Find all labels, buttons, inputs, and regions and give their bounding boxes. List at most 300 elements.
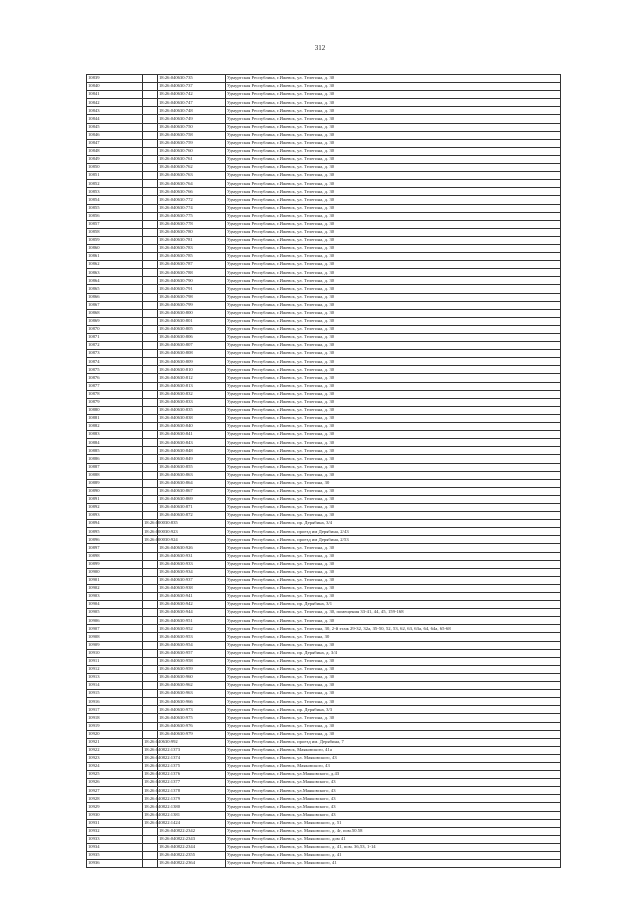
land-cadastral-number-cell [143,690,158,698]
land-cadastral-number-cell [143,75,158,83]
land-cadastral-number-cell: 18:26:040822:1381 [143,811,158,819]
address-cell: Удмуртская Республика, г.Ижевск, ул. Телегина, д. 30 [226,83,561,91]
table-row [87,552,561,560]
land-cadastral-number-cell [143,115,158,123]
address-cell: Удмуртская Республика, г.Ижевск, проезд им. Дерябина, 7 [226,738,561,746]
address-cell: Удмуртская Республика, г.Ижевск, ул. Маяковского, д. 41 [226,852,561,860]
table-row [87,244,561,252]
address-cell: Удмуртская Республика, г.Ижевск, ул. Телегина, д. 30 [226,552,561,560]
table-row [87,641,561,649]
row-number-cell: 10898 [87,552,143,560]
address-cell: Удмуртская Республика, г.Ижевск, ул. Телегина, д. 30 [226,164,561,172]
land-cadastral-number-cell [143,471,158,479]
building-cadastral-number-cell: 18:26:040630:787 [158,261,226,269]
row-number-cell: 10927 [87,787,143,795]
land-cadastral-number-cell [143,204,158,212]
land-cadastral-number-cell [143,714,158,722]
address-cell: Удмуртская Республика, г.Ижевск, ул. Телегина, д. 30 [226,584,561,592]
address-cell: Удмуртская Республика, г.Ижевск, ул. Телегина, д. 30 [226,334,561,342]
address-cell: Удмуртская Республика, г.Ижевск, ул. Телегина, д. 30 [226,293,561,301]
address-cell: Удмуртская Республика, г.Ижевск, ул. Телегина, д. 30 [226,560,561,568]
address-cell: Удмуртская Республика, г.Ижевск, пр. Дерябина, 3/4 [226,520,561,528]
row-number-cell: 10887 [87,463,143,471]
land-cadastral-number-cell: 18:26:040822:1379 [143,795,158,803]
table-row [87,358,561,366]
land-cadastral-number-cell [143,439,158,447]
table-row [87,139,561,147]
building-cadastral-number-cell: 18:26:040630:790 [158,277,226,285]
land-cadastral-number-cell: 18:26:000030:835 [143,520,158,528]
building-cadastral-number-cell: 18:26:040630:758 [158,131,226,139]
land-cadastral-number-cell [143,139,158,147]
address-cell: Удмуртская Республика, г.Ижевск, ул. Телегина, д. 30 [226,91,561,99]
table-row [87,811,561,819]
building-cadastral-number-cell: 18:26:040630:840 [158,423,226,431]
land-cadastral-number-cell [143,431,158,439]
land-cadastral-number-cell [143,277,158,285]
row-number-cell: 10893 [87,512,143,520]
building-cadastral-number-cell: 18:26:040822:2342 [158,827,226,835]
address-cell: Удмуртская Республика, г.Ижевск, ул. Телегина, д. 30 [226,512,561,520]
table-row [87,528,561,536]
row-number-cell: 10891 [87,495,143,503]
address-cell: Удмуртская Республика, г.Ижевск, ул. Телегина, 30 [226,633,561,641]
row-number-cell: 10909 [87,641,143,649]
building-cadastral-number-cell: 18:26:040630:933 [158,560,226,568]
row-number-cell: 10908 [87,633,143,641]
land-cadastral-number-cell [143,155,158,163]
building-cadastral-number-cell: 18:26:040630:833 [158,398,226,406]
table-row [87,414,561,422]
building-cadastral-number-cell: 18:26:040630:951 [158,617,226,625]
land-cadastral-number-cell [143,835,158,843]
building-cadastral-number-cell: 18:26:040630:838 [158,414,226,422]
table-row [87,860,561,868]
land-cadastral-number-cell [143,172,158,180]
land-cadastral-number-cell [143,447,158,455]
building-cadastral-number-cell: 18:26:040630:944 [158,609,226,617]
row-number-cell: 10862 [87,261,143,269]
table-row [87,91,561,99]
building-cadastral-number-cell: 18:26:040630:855 [158,463,226,471]
row-number-cell: 10848 [87,147,143,155]
land-cadastral-number-cell [143,576,158,584]
table-row [87,431,561,439]
table-row [87,277,561,285]
table-row [87,560,561,568]
building-cadastral-number-cell: 18:26:040822:2343 [158,835,226,843]
land-cadastral-number-cell [143,625,158,633]
building-cadastral-number-cell: 18:26:040630:762 [158,164,226,172]
row-number-cell: 10931 [87,819,143,827]
row-number-cell: 10878 [87,390,143,398]
land-cadastral-number-cell [143,495,158,503]
table-row [87,819,561,827]
land-cadastral-number-cell [143,593,158,601]
row-number-cell: 10845 [87,123,143,131]
address-cell: Удмуртская Республика, г.Ижевск, ул.Маяковского, 43 [226,787,561,795]
row-number-cell: 10936 [87,860,143,868]
land-cadastral-number-cell [143,479,158,487]
row-number-cell: 10861 [87,253,143,261]
table-row [87,390,561,398]
address-cell: Удмуртская Республика, г.Ижевск, ул. Телегина, д. 30 [226,99,561,107]
building-cadastral-number-cell: 18:26:040822:2355 [158,852,226,860]
land-cadastral-number-cell [143,196,158,204]
row-number-cell: 10921 [87,738,143,746]
address-cell: Удмуртская Республика, г.Ижевск, ул. Телегина, д. 30 [226,155,561,163]
address-cell: Удмуртская Республика, г.Ижевск, ул. Телегина, 30 [226,479,561,487]
building-cadastral-number-cell: 18:26:040630:867 [158,487,226,495]
address-cell: Удмуртская Республика, г.Ижевск, ул. Телегина, д. 30 [226,228,561,236]
table-row [87,682,561,690]
building-cadastral-number-cell: 18:26:040630:810 [158,366,226,374]
table-row [87,544,561,552]
land-cadastral-number-cell [143,487,158,495]
land-cadastral-number-cell [143,657,158,665]
building-cadastral-number-cell: 18:26:040630:764 [158,180,226,188]
row-number-cell: 10874 [87,358,143,366]
address-cell: Удмуртская Республика, г.Ижевск, ул. Маяковского, д. 41, пом. 36,53, 1-14 [226,843,561,851]
row-number-cell: 10911 [87,657,143,665]
land-cadastral-number-cell: 18:26:040822:1376 [143,771,158,779]
address-cell: Удмуртская Республика, г.Ижевск, ул. Телегина, д. 30 [226,115,561,123]
row-number-cell: 10855 [87,204,143,212]
address-cell: Удмуртская Республика, г.Ижевск, ул. Телегина, д. 30 [226,463,561,471]
row-number-cell: 10872 [87,342,143,350]
address-cell: Удмуртская Республика, г.Ижевск, пр. Дерябина, 3/3 [226,706,561,714]
address-cell: Удмуртская Республика, г.Ижевск, ул. Телегина, д. 30 [226,398,561,406]
land-cadastral-number-cell [143,860,158,868]
row-number-cell: 10932 [87,827,143,835]
row-number-cell: 10890 [87,487,143,495]
building-cadastral-number-cell: 18:26:040630:872 [158,512,226,520]
land-cadastral-number-cell [143,325,158,333]
table-row [87,536,561,544]
address-cell: Удмуртская Республика, г.Ижевск, ул. Телегина, д. 30 [226,503,561,511]
table-row [87,155,561,163]
table-row [87,852,561,860]
land-cadastral-number-cell [143,609,158,617]
building-cadastral-number-cell: 18:26:040630:952 [158,625,226,633]
address-cell: Удмуртская Республика, г.Ижевск, ул. Маяковского, д. 4г, пом.50.58 [226,827,561,835]
table-row [87,447,561,455]
row-number-cell: 10882 [87,423,143,431]
address-cell: Удмуртская Республика, г.Ижевск, ул. Телегина, д. 30 [226,325,561,333]
land-cadastral-number-cell [143,83,158,91]
building-cadastral-number-cell: 18:26:040630:766 [158,188,226,196]
row-number-cell: 10869 [87,317,143,325]
land-cadastral-number-cell [143,398,158,406]
table-row [87,366,561,374]
address-cell: Удмуртская Республика, г.Ижевск, ул. Телегина, д. 30 [226,657,561,665]
building-cadastral-number-cell: 18:26:040630:959 [158,665,226,673]
row-number-cell: 10879 [87,398,143,406]
address-cell: Удмуртская Республика, г.Ижевск, ул. Телегина, д. 30 [226,301,561,309]
land-cadastral-number-cell [143,560,158,568]
land-cadastral-number-cell [143,552,158,560]
address-cell: Удмуртская Республика, г.Ижевск, проезд им Дерябина, 2/43 [226,528,561,536]
land-cadastral-number-cell [143,584,158,592]
table-row [87,520,561,528]
address-cell: Удмуртская Республика, г.Ижевск, Маяковского, 43 [226,762,561,770]
row-number-cell: 10919 [87,722,143,730]
building-cadastral-number-cell: 18:26:040630:788 [158,269,226,277]
land-cadastral-number-cell [143,91,158,99]
address-cell: Удмуртская Республика, г.Ижевск, ул. Телегина, д. 30 [226,423,561,431]
land-cadastral-number-cell [143,244,158,252]
table-row [87,204,561,212]
table-row [87,301,561,309]
row-number-cell: 10899 [87,560,143,568]
building-cadastral-number-cell: 18:26:040630:760 [158,147,226,155]
address-cell: Удмуртская Республика, г.Ижевск, ул. Телегина, д. 30 [226,414,561,422]
land-cadastral-number-cell [143,414,158,422]
land-cadastral-number-cell: 18:26:000030:924 [143,536,158,544]
land-cadastral-number-cell [143,617,158,625]
address-cell: Удмуртская Республика, г.Ижевск, ул. Телегина, д. 30 [226,495,561,503]
row-number-cell: 10840 [87,83,143,91]
table-row [87,690,561,698]
row-number-cell: 10900 [87,568,143,576]
land-cadastral-number-cell [143,682,158,690]
address-cell: Удмуртская Республика, г.Ижевск, ул. Телегина, д. 30 [226,617,561,625]
address-cell: Удмуртская Республика, г.Ижевск, ул. Телегина, д. 30, помещения 33-41, 44, 45, 159-168 [226,609,561,617]
row-number-cell: 10884 [87,439,143,447]
building-cadastral-number-cell: 18:26:040630:963 [158,690,226,698]
land-cadastral-number-cell [143,309,158,317]
address-cell: Удмуртская Республика, г.Ижевск, ул.Маяковского, 43 [226,811,561,819]
row-number-cell: 10913 [87,673,143,681]
land-cadastral-number-cell: 18:26:040822:1378 [143,787,158,795]
table-row [87,576,561,584]
land-cadastral-number-cell: 18:26:000030:923 [143,528,158,536]
table-row [87,512,561,520]
building-cadastral-number-cell: 18:26:040630:791 [158,285,226,293]
address-cell: Удмуртская Республика, г.Ижевск, ул. Телегина, д. 30 [226,690,561,698]
row-number-cell: 10902 [87,584,143,592]
building-cadastral-number-cell: 18:26:040630:979 [158,730,226,738]
table-row [87,843,561,851]
row-number-cell: 10854 [87,196,143,204]
land-cadastral-number-cell [143,843,158,851]
table-row [87,212,561,220]
row-number-cell: 10933 [87,835,143,843]
table-row [87,584,561,592]
building-cadastral-number-cell: 18:26:040630:799 [158,301,226,309]
table-row [87,633,561,641]
address-cell: Удмуртская Республика, г.Ижевск, ул. Телегина, д. 30 [226,285,561,293]
row-number-cell: 10870 [87,325,143,333]
table-row [87,285,561,293]
row-number-cell: 10877 [87,382,143,390]
building-cadastral-number-cell: 18:26:040822:2344 [158,843,226,851]
row-number-cell: 10863 [87,269,143,277]
address-cell: Удмуртская Республика, г.Ижевск, ул. Телегина, д. 30 [226,714,561,722]
table-row [87,479,561,487]
table-row [87,180,561,188]
table-row [87,503,561,511]
table-row [87,374,561,382]
row-number-cell: 10929 [87,803,143,811]
address-cell: Удмуртская Республика, г.Ижевск, ул.Маяковского, 43 [226,803,561,811]
building-cadastral-number-cell: 18:26:040630:966 [158,698,226,706]
table-row [87,253,561,261]
address-cell: Удмуртская Республика, г.Ижевск, ул. Телегина, д. 30 [226,431,561,439]
table-row [87,779,561,787]
address-cell: Удмуртская Республика, г.Ижевск, ул.Маяковского, д.43 [226,771,561,779]
row-number-cell: 10873 [87,350,143,358]
address-cell: Удмуртская Республика, г.Ижевск, пр. Дерябина, 3/1 [226,601,561,609]
row-number-cell: 10935 [87,852,143,860]
land-cadastral-number-cell [143,253,158,261]
building-cadastral-number-cell: 18:26:040630:841 [158,431,226,439]
building-cadastral-number-cell: 18:26:040630:960 [158,673,226,681]
row-number-cell: 10886 [87,455,143,463]
row-number-cell: 10916 [87,698,143,706]
address-cell: Удмуртская Республика, г.Ижевск, ул. Телегина, д. 30 [226,722,561,730]
address-cell: Удмуртская Республика, г.Ижевск, ул. Телегина, д. 30 [226,196,561,204]
table-row [87,698,561,706]
address-cell: Удмуртская Республика, г.Ижевск, ул.Маяковского, 43 [226,779,561,787]
building-cadastral-number-cell: 18:26:040630:813 [158,382,226,390]
row-number-cell: 10841 [87,91,143,99]
table-row [87,172,561,180]
table-row [87,382,561,390]
row-number-cell: 10866 [87,293,143,301]
row-number-cell: 10864 [87,277,143,285]
address-cell: Удмуртская Республика, г.Ижевск, ул. Маяковского, д. 51 [226,819,561,827]
building-cadastral-number-cell: 18:26:040630:958 [158,657,226,665]
row-number-cell: 10849 [87,155,143,163]
address-cell: Удмуртская Республика, г.Ижевск, ул. Телегина, д. 30 [226,730,561,738]
table-row [87,131,561,139]
address-cell: Удмуртская Республика, г.Ижевск, ул. Телегина, д. 30 [226,172,561,180]
table-row [87,706,561,714]
row-number-cell: 10853 [87,188,143,196]
table-row [87,601,561,609]
row-number-cell: 10896 [87,536,143,544]
address-cell: Удмуртская Республика, г.Ижевск, ул. Телегина, д. 30 [226,698,561,706]
land-cadastral-number-cell [143,544,158,552]
address-cell: Удмуртская Республика, г.Ижевск, ул. Телегина, д. 30 [226,139,561,147]
building-cadastral-number-cell: 18:26:040630:763 [158,172,226,180]
building-cadastral-number-cell: 18:26:040630:953 [158,633,226,641]
table-row [87,495,561,503]
row-number-cell: 10876 [87,374,143,382]
address-cell: Удмуртская Республика, г.Ижевск, ул. Телегина, д. 30 [226,236,561,244]
page-number: 312 [314,44,326,52]
land-cadastral-number-cell [143,698,158,706]
address-cell: Удмуртская Республика, г.Ижевск, ул. Телегина, д. 30 [226,471,561,479]
table-row [87,115,561,123]
row-number-cell: 10856 [87,212,143,220]
address-cell: Удмуртская Республика, г.Ижевск, ул. Телегина, д. 30 [226,390,561,398]
table-row [87,317,561,325]
row-number-cell: 10912 [87,665,143,673]
address-cell: Удмуртская Республика, г.Ижевск, ул. Телегина, д. 30 [226,269,561,277]
row-number-cell: 10883 [87,431,143,439]
building-cadastral-number-cell: 18:26:040630:750 [158,123,226,131]
building-cadastral-number-cell: 18:26:040630:812 [158,374,226,382]
row-number-cell: 10928 [87,795,143,803]
address-cell: Удмуртская Республика, г.Ижевск, ул. Телегина, д. 30 [226,309,561,317]
row-number-cell: 10910 [87,649,143,657]
address-cell: Удмуртская Республика, г.Ижевск, ул. Телегина, д. 30 [226,147,561,155]
building-cadastral-number-cell: 18:26:040630:737 [158,83,226,91]
address-cell: Удмуртская Республика, г.Ижевск, ул. Телегина, д. 30 [226,244,561,252]
land-cadastral-number-cell [143,601,158,609]
table-row [87,439,561,447]
address-cell: Удмуртская Республика, г.Ижевск, ул. Телегина, д. 30 [226,123,561,131]
address-cell: Удмуртская Республика, г.Ижевск, ул. Телегина, д. 30 [226,568,561,576]
land-cadastral-number-cell [143,730,158,738]
row-number-cell: 10930 [87,811,143,819]
row-number-cell: 10889 [87,479,143,487]
address-cell: Удмуртская Республика, г.Ижевск, ул. Телегина, д. 30 [226,350,561,358]
land-cadastral-number-cell [143,358,158,366]
land-cadastral-number-cell [143,131,158,139]
building-cadastral-number-cell: 18:26:040630:761 [158,155,226,163]
address-cell: Удмуртская Республика, г.Ижевск, ул. Телегина, д. 30 [226,212,561,220]
land-cadastral-number-cell [143,147,158,155]
building-cadastral-number-cell: 18:26:040630:849 [158,455,226,463]
land-cadastral-number-cell: 18:26:040822:1373 [143,746,158,754]
land-cadastral-number-cell [143,374,158,382]
address-cell: Удмуртская Республика, г.Ижевск, ул. Телегина, д. 30 [226,342,561,350]
address-cell: Удмуртская Республика, г.Ижевск, ул. Телегина, д. 30 [226,180,561,188]
table-row [87,665,561,673]
table-row [87,164,561,172]
address-cell: Удмуртская Республика, г.Ижевск, ул. Маяковского, 43 [226,754,561,762]
building-cadastral-number-cell: 18:26:040630:941 [158,593,226,601]
row-number-cell: 10858 [87,228,143,236]
land-cadastral-number-cell [143,342,158,350]
building-cadastral-number-cell: 18:26:040630:774 [158,204,226,212]
table-row [87,342,561,350]
table-row [87,714,561,722]
building-cadastral-number-cell: 18:26:040630:807 [158,342,226,350]
table-row [87,738,561,746]
land-cadastral-number-cell [143,269,158,277]
table-row [87,463,561,471]
table-row [87,827,561,835]
address-cell: Удмуртская Республика, г.Ижевск, ул. Телегина, д. 30 [226,665,561,673]
land-cadastral-number-cell [143,164,158,172]
land-cadastral-number-cell [143,350,158,358]
table-row [87,228,561,236]
land-cadastral-number-cell [143,99,158,107]
address-cell: Удмуртская Республика, г.Ижевск, ул. Телегина, д. 30 [226,366,561,374]
building-cadastral-number-cell: 18:26:040630:832 [158,390,226,398]
register-table [86,74,561,868]
building-cadastral-number-cell: 18:26:040630:864 [158,479,226,487]
row-number-cell: 10880 [87,406,143,414]
table-row [87,787,561,795]
table-row [87,83,561,91]
building-cadastral-number-cell: 18:26:040630:785 [158,253,226,261]
row-number-cell: 10934 [87,843,143,851]
row-number-cell: 10914 [87,682,143,690]
row-number-cell: 10860 [87,244,143,252]
land-cadastral-number-cell [143,852,158,860]
address-cell: Удмуртская Республика, г.Ижевск, ул. Телегина, д. 30 [226,374,561,382]
table-row [87,593,561,601]
row-number-cell: 10907 [87,625,143,633]
building-cadastral-number-cell: 18:26:040630:957 [158,649,226,657]
address-cell: Удмуртская Республика, г.Ижевск, ул. Телегина, 30, 2-й этаж 29-32, 32а, 35-50, 52, 53, 62, 63, 63а, 64, 64а, 65-68 [226,625,561,633]
land-cadastral-number-cell [143,301,158,309]
